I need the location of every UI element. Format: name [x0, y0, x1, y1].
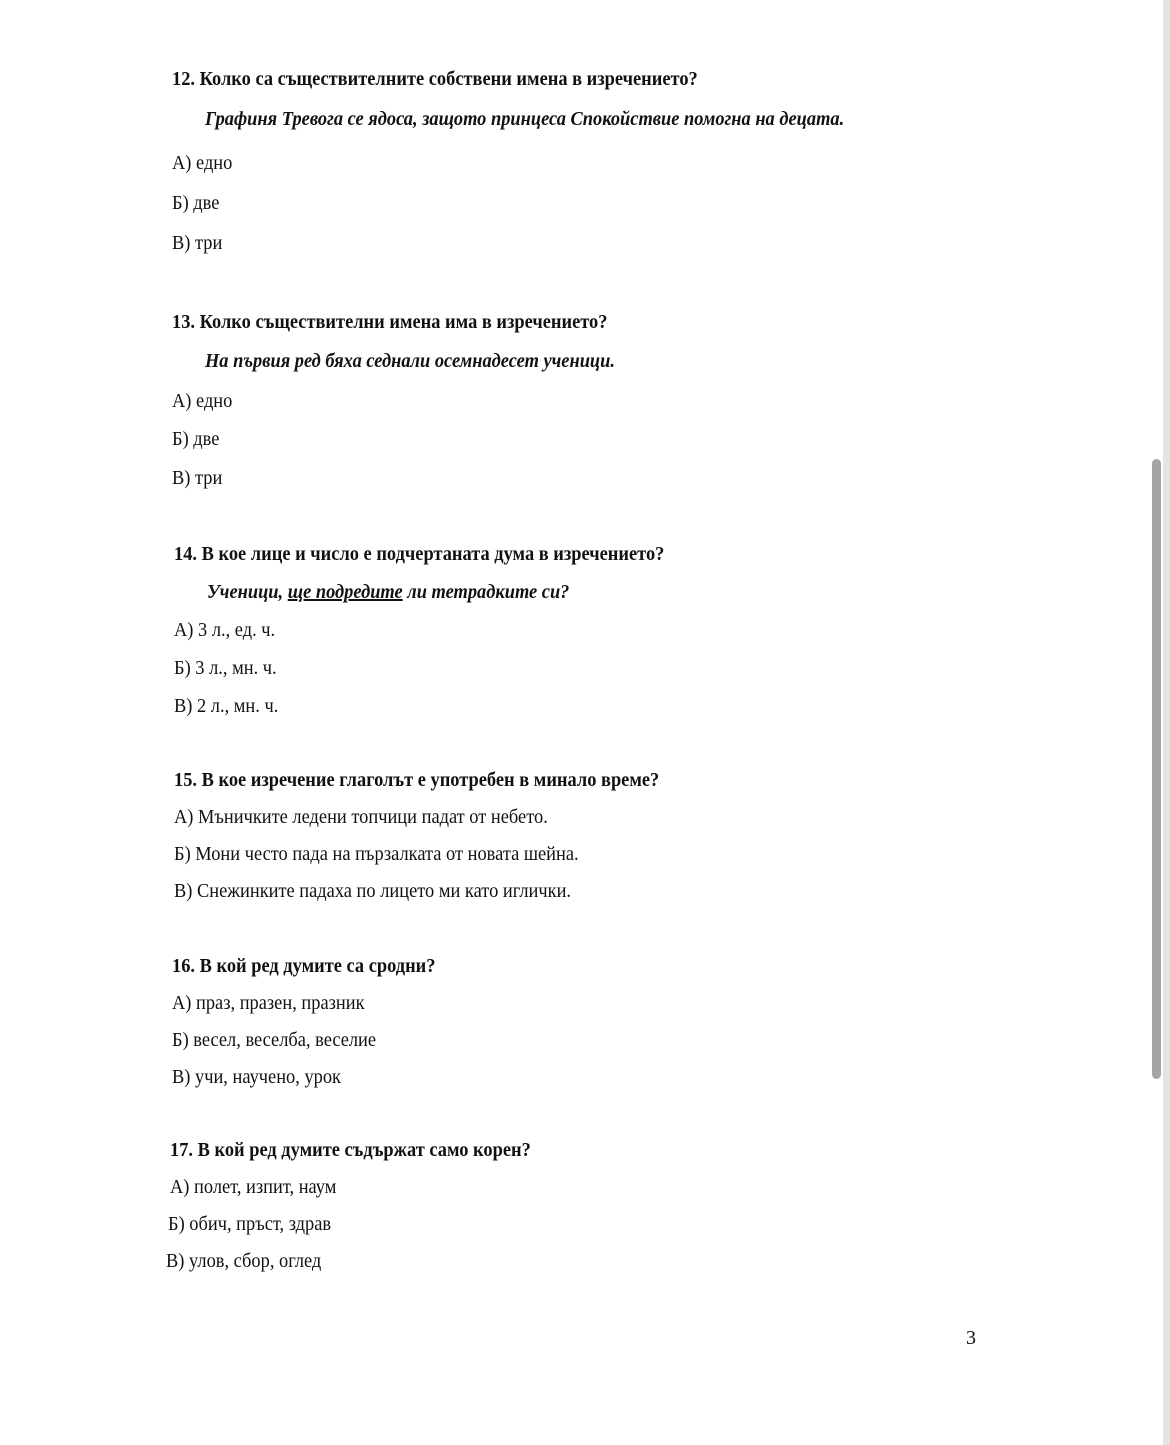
question-16-option-c: В) учи, научено, урок	[172, 1066, 341, 1088]
question-13-sentence: На първия ред бяха седнали осемнадесет ученици.	[205, 350, 616, 372]
question-15-option-c: В) Снежинките падаха по лицето ми като иглички.	[174, 880, 572, 902]
scrollbar-thumb[interactable]	[1152, 459, 1161, 1079]
question-12-sentence: Графиня Тревога се ядоса, защото принцеса Спокойствие помогна на децата.	[205, 108, 845, 130]
question-13-option-c: В) три	[172, 467, 223, 489]
question-13-option-b: Б) две	[172, 428, 220, 450]
question-17-option-a: А) полет, изпит, наум	[170, 1176, 337, 1198]
question-16-option-b: Б) весел, веселба, веселие	[172, 1029, 377, 1051]
question-17-option-c: В) улов, сбор, оглед	[166, 1250, 322, 1272]
question-15-title: 15. В кое изречение глаголът е употребен в минало време?	[174, 769, 660, 791]
question-12-option-c: В) три	[172, 232, 223, 254]
question-14-sentence	[207, 581, 569, 604]
question-12-option-b: Б) две	[172, 192, 220, 214]
window-edge	[1163, 0, 1170, 1445]
question-15-option-a: А) Мъничките ледени топчици падат от небето.	[174, 806, 548, 828]
sentence-part: Ученици,	[207, 581, 288, 603]
question-13-option-a: А) едно	[172, 390, 233, 412]
question-14-option-a: А) 3 л., ед. ч.	[174, 619, 276, 641]
question-16-option-a: А) праз, празен, празник	[172, 992, 365, 1014]
sentence-part: ли тетрадките си?	[402, 581, 570, 603]
question-12-option-a: А) едно	[172, 152, 233, 174]
question-14-title: 14. В кое лице и число е подчертаната дума в изречението?	[174, 543, 665, 565]
question-13-title: 13. Колко съществителни имена има в изречението?	[172, 311, 608, 333]
question-15-option-b: Б) Мони често пада на пързалката от новата шейна.	[174, 843, 579, 865]
question-12-title: 12. Колко са съществителните собствени имена в изречението?	[172, 68, 698, 90]
question-16-title: 16. В кой ред думите са сродни?	[172, 955, 436, 977]
page-number: 3	[966, 1327, 976, 1349]
question-17-option-b: Б) обич, пръст, здрав	[168, 1213, 332, 1235]
question-14-option-c: В) 2 л., мн. ч.	[174, 695, 279, 717]
question-17-title: 17. В кой ред думите съдържат само корен?	[170, 1139, 531, 1161]
underlined-word: ще подредите	[287, 581, 403, 603]
question-14-option-b: Б) 3 л., мн. ч.	[174, 657, 277, 679]
